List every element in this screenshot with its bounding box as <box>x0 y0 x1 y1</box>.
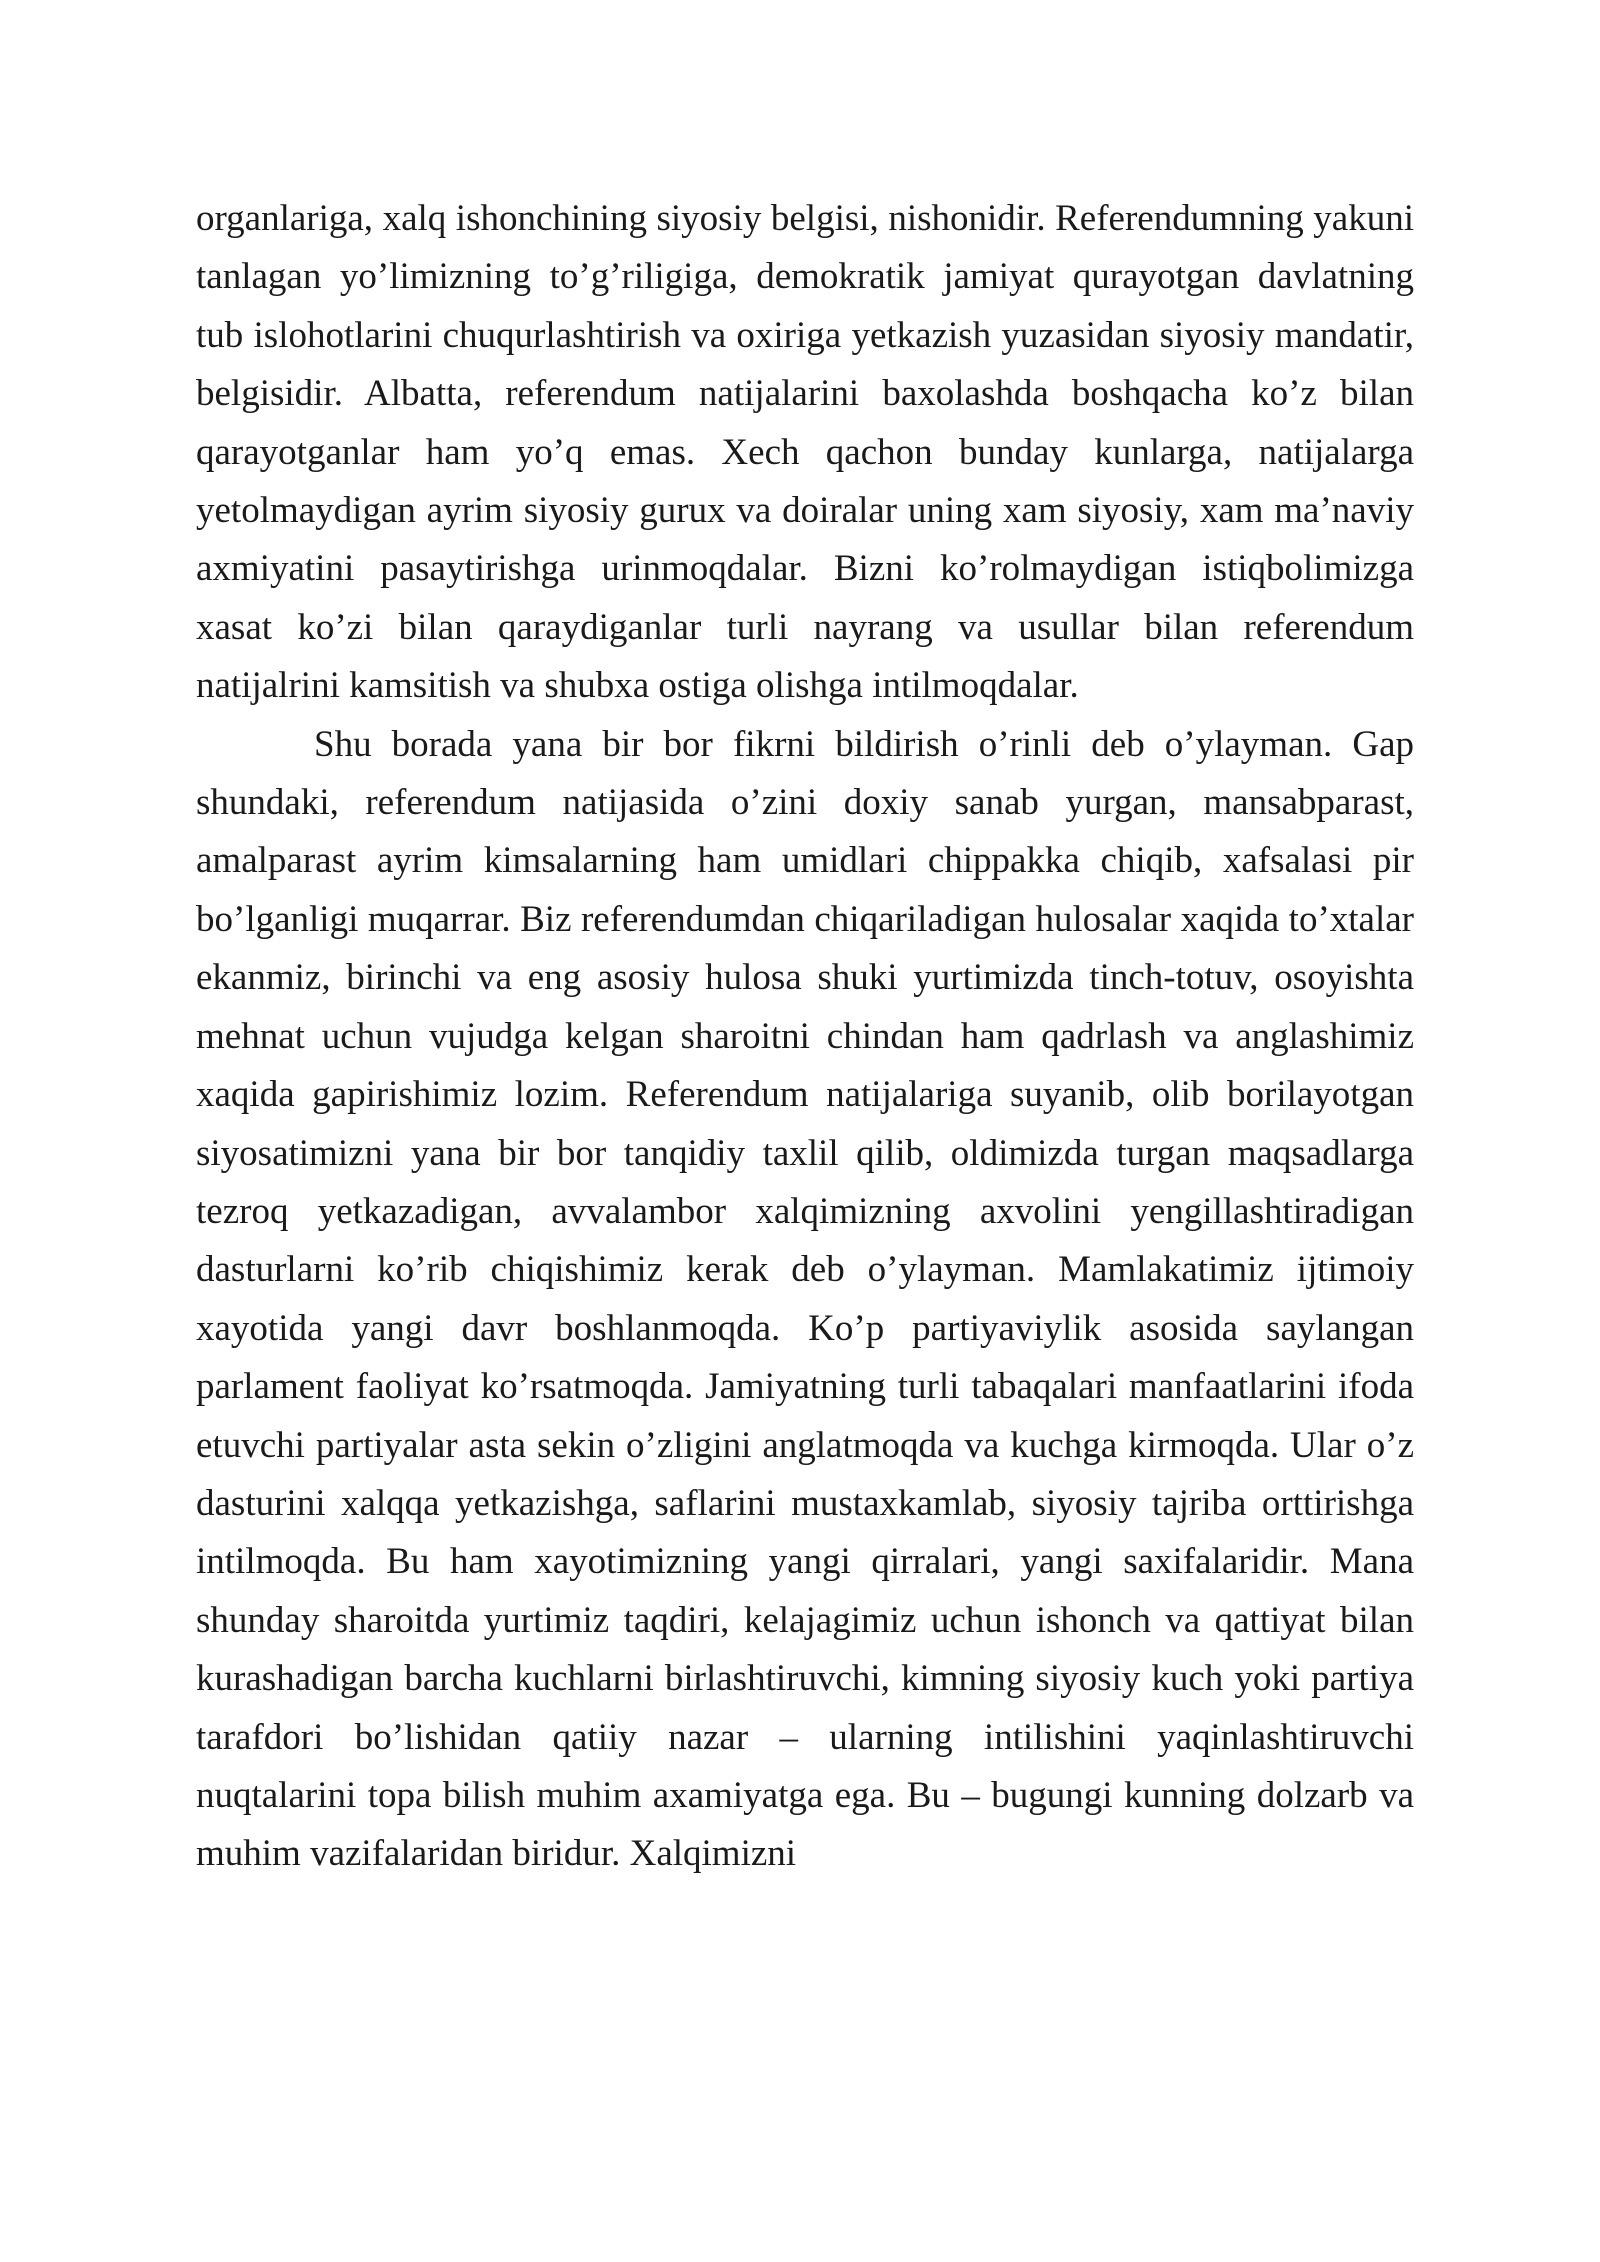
paragraph-2: Shu borada yana bir bor fikrni bildirish o’rinli deb o’ylayman. Gap shundaki, referendum natijasida o’zini doxiy sanab yurgan, mansabparast, amalparast ayrim kimsalarning ham umidlari chippakka chiqib, xafsalasi pir bo’lganligi muqarrar. Biz referendumdan chiqariladigan hulosalar xaqida to’xtalar ekanmiz, birinchi va eng asosiy hulosa shuki yurtimizda tinch-totuv, osoyishta mehnat uchun vujudga kelgan sharoitni chindan ham qadrlash va anglashimiz xaqida gapirishimiz lozim. Referendum natijalariga suyanib, olib borilayotgan siyosatimizni yana bir bor tanqidiy taxlil qilib, oldimizda turgan maqsadlarga tezroq yetkazadigan, avvalambor xalqimizning axvolini yengillashtiradigan dasturlarni ko’rib chiqishimiz kerak deb o’ylayman. Mamlakatimiz ijtimoiy xayotida yangi davr boshlanmoqda. Ko’p partiyaviylik asosida saylangan parlament faoliyat ko’rsatmoqda. Jamiyatning turli tabaqalari manfaatlarini ifoda etuvchi partiyalar asta sekin o’zligini anglatmoqda va kuchga kirmoqda. Ular o’z dasturini xalqqa yetkazishga, saflarini mustaxkamlab, siyosiy tajriba orttirishga intilmoqda. Bu ham xayotimizning yangi qirralari, yangi saxifalaridir. Mana shunday sharoitda yurtimiz taqdiri, kelajagimiz uchun ishonch va qattiyat bilan kurashadigan barcha kuchlarni birlashtiruvchi, kimning siyosiy kuch yoki partiya tarafdori bo’lishidan qatiiy nazar – ularning intilishini yaqinlashtiruvchi nuqtalarini topa bilish muhim axamiyatga ega. Bu – bugungi kunning dolzarb va muhim vazifalaridan biridur. Xalqimizni <box>196 723 1414 1875</box>
paragraph-1: organlariga, xalq ishonchining siyosiy belgisi, nishonidir. Referendumning yakuni tanlagan yo’limizning to’g’riligiga, demokratik jamiyat qurayotgan davlatning tub islohotlarini chuqurlashtirish va oxiriga yetkazish yuzasidan siyosiy mandatir, belgisidir. Albatta, referendum natijalarini baxolashda boshqacha ko’z bilan qarayotganlar ham yo’q emas. Xech qachon bunday kunlarga, natijalarga yetolmaydigan ayrim siyosiy gurux va doiralar uning xam siyosiy, xam ma’naviy axmiyatini pasaytirishga urinmoqdalar. Bizni ko’rolmaydigan istiqbolimizga xasat ko’zi bilan qaraydiganlar turli nayrang va usullar bilan referendum natijalrini kamsitish va shubxa ostiga olishga intilmoqdalar. <box>196 198 1414 707</box>
document-body <box>196 190 1414 1884</box>
